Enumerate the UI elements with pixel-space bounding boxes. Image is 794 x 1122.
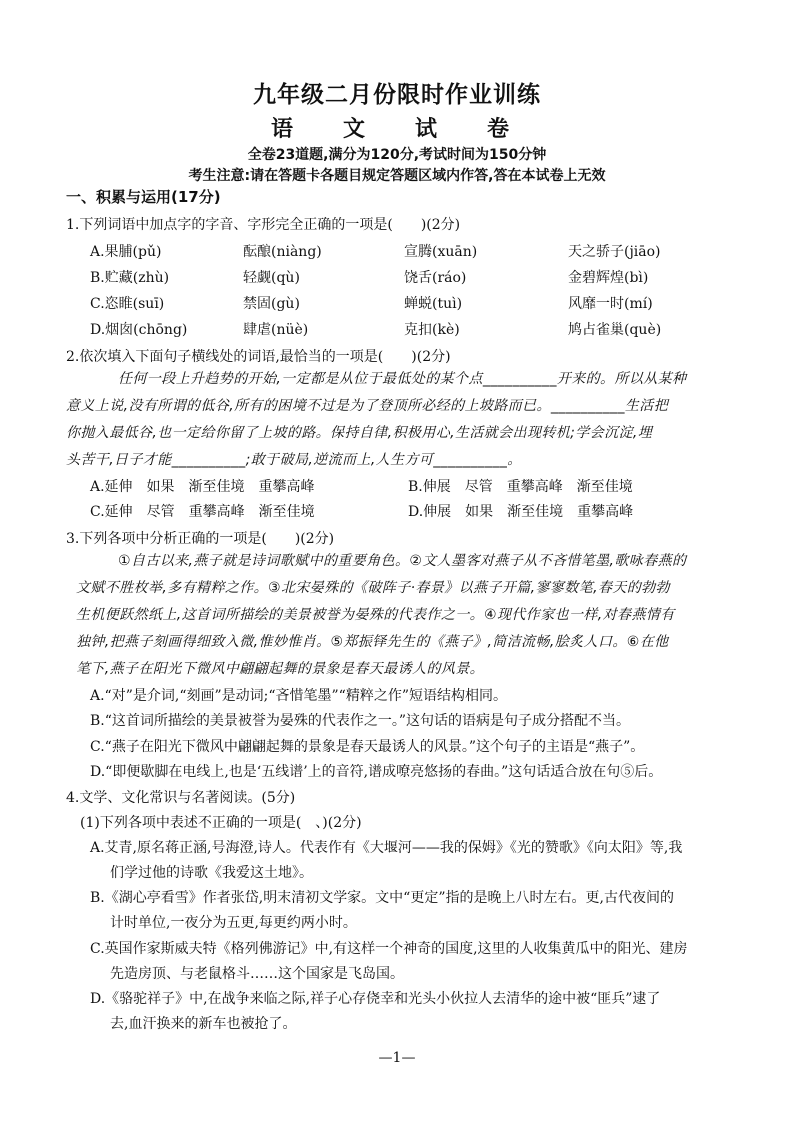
q1-option: 饶舌(ráo) bbox=[404, 270, 467, 286]
page-number: —1— bbox=[378, 1050, 416, 1066]
q4-option-cont: 先造房顶、与老鼠格斗……这个国家是飞岛国。 bbox=[110, 966, 404, 982]
q1-option: A.果脯(pǔ) bbox=[90, 244, 162, 260]
q2-option: A.延伸 如果 渐至佳境 重攀高峰 bbox=[90, 479, 315, 495]
q1-option: 宣腾(xuān) bbox=[404, 244, 478, 260]
exam-title: 九年级二月份限时作业训练 bbox=[253, 82, 541, 108]
q4-option-cont: 们学过他的诗歌《我爱这土地》。 bbox=[110, 865, 313, 881]
exam-info: 全卷23道题,满分为120分,考试时间为150分钟 bbox=[247, 147, 547, 163]
q3-option: C.“燕子在阳光下微风中翩翩起舞的景象是春天最诱人的风景。”这个句子的主语是“燕子”。 bbox=[90, 739, 645, 755]
q2-option: C.延伸 尽管 重攀高峰 渐至佳境 bbox=[90, 504, 315, 520]
passage-line: 你抛入最低谷,也一定给你留了上坡的路。保持自律,积极用心,生活就会出现转机;学会沉淀,埋 bbox=[66, 425, 653, 441]
q1-option: 酝酿(niàng) bbox=[243, 244, 322, 260]
q2-stem: 2.依次填入下面句子横线处的词语,最恰当的一项是( )(2分) bbox=[66, 349, 451, 365]
q3-passage bbox=[76, 548, 730, 683]
passage-line: ①自古以来,燕子就是诗词歌赋中的重要角色。②文人墨客对燕子从不吝惜笔墨,歌咏春燕的 bbox=[118, 553, 687, 569]
q4-option: C.英国作家斯威夫特《格列佛游记》中,有这样一个神奇的国度,这里的人收集黄瓜中的阳光、建房 bbox=[90, 941, 688, 957]
passage-line: 意义上说,没有所谓的低谷,所有的困境不过是为了登顶所必经的上坡路而已。__________生活把 bbox=[66, 398, 669, 414]
q4-option: D.《骆驼祥子》中,在战争来临之际,祥子心存侥幸和光头小伙拉人去清华的途中被“匪兵”逮了 bbox=[90, 991, 661, 1007]
q1-option: B.贮藏(zhù) bbox=[90, 270, 170, 286]
passage-line: 文赋不胜枚举,多有精粹之作。③北宋晏殊的《破阵子·春景》以燕子开篇,寥寥数笔,春天的勃勃 bbox=[76, 580, 670, 596]
q1-stem: 1.下列词语中加点字的字音、字形完全正确的一项是( )(2分) bbox=[66, 217, 461, 233]
q1-option: 蝉蜕(tuì) bbox=[404, 296, 463, 312]
q1-option: 鸠占雀巢(què) bbox=[568, 322, 662, 338]
q2-option: D.伸展 如果 渐至佳境 重攀高峰 bbox=[408, 504, 634, 520]
q4-option: B.《湖心亭看雪》作者张岱,明末清初文学家。文中“更定”指的是晚上八时左右。更,古代夜间的 bbox=[90, 890, 674, 906]
q4-option-cont: 计时单位,一夜分为五更,每更约两小时。 bbox=[110, 915, 357, 931]
q2-passage bbox=[66, 366, 730, 474]
subject-title: 语 文 试 卷 bbox=[270, 117, 523, 142]
q4-option: A.艾青,原名蒋正涵,号海澄,诗人。代表作有《大堰河——我的保姆》《光的赞歌》《向太阳》等,我 bbox=[90, 840, 683, 856]
q3-option: A.“对”是介词,“刻画”是动词;“吝惜笔墨”“精粹之作”短语结构相同。 bbox=[90, 688, 507, 704]
q4-stem: 4.文学、文化常识与名著阅读。(5分) bbox=[66, 790, 296, 806]
q1-option: 克扣(kè) bbox=[404, 322, 460, 338]
q1-option: D.烟囱(chōng) bbox=[90, 322, 188, 338]
q3-option: B.“这首词所描绘的美景被誉为晏殊的代表作之一。”这句话的语病是句子成分搭配不当。 bbox=[90, 713, 631, 729]
q4-sub-stem: (1)下列各项中表述不正确的一项是( 、)(2分) bbox=[80, 815, 362, 831]
q4-option-cont: 去,血汗换来的新车也被抢了。 bbox=[110, 1016, 297, 1032]
passage-line: 任何一段上升趋势的开始,一定都是从位于最低处的某个点__________开来的。所以从某种 bbox=[118, 371, 687, 387]
section-heading: 一、积累与运用(17分) bbox=[66, 188, 221, 206]
passage-line: 笔下,燕子在阳光下微风中翩翩起舞的景象是春天最诱人的风景。 bbox=[76, 661, 485, 677]
q1-option: C.恣睢(suī) bbox=[90, 296, 165, 312]
q1-option: 轻觑(qù) bbox=[243, 270, 300, 286]
q1-option: 禁固(gù) bbox=[243, 296, 300, 312]
passage-line: 生机便跃然纸上,这首词所描绘的美景被誉为晏殊的代表作之一。④现代作家也一样,对春燕情有 bbox=[76, 607, 675, 623]
q1-option: 肆虐(nüè) bbox=[243, 322, 309, 338]
q2-option: B.伸展 尽管 重攀高峰 渐至佳境 bbox=[408, 479, 633, 495]
passage-line: 头苦干,日子才能__________;敢于破局,逆流而上,人生方可__________。 bbox=[66, 452, 522, 468]
q1-option: 天之骄子(jiāo) bbox=[568, 244, 661, 260]
passage-line: 独钟,把燕子刻画得细致入微,惟妙惟肖。⑤郑振铎先生的《燕子》,简洁流畅,脍炙人口。⑥在他 bbox=[76, 634, 669, 650]
q3-option: D.“即便歇脚在电线上,也是‘五线谱’上的音符,谱成嘹亮悠扬的春曲。”这句话适合放在句⑤后。 bbox=[90, 764, 663, 780]
q1-option: 风靡一时(mí) bbox=[568, 296, 653, 312]
exam-notice: 考生注意:请在答题卡各题目规定答题区域内作答,答在本试卷上无效 bbox=[188, 168, 606, 184]
q3-stem: 3.下列各项中分析正确的一项是( )(2分) bbox=[66, 531, 335, 547]
q1-option: 金碧辉煌(bì) bbox=[568, 270, 649, 286]
